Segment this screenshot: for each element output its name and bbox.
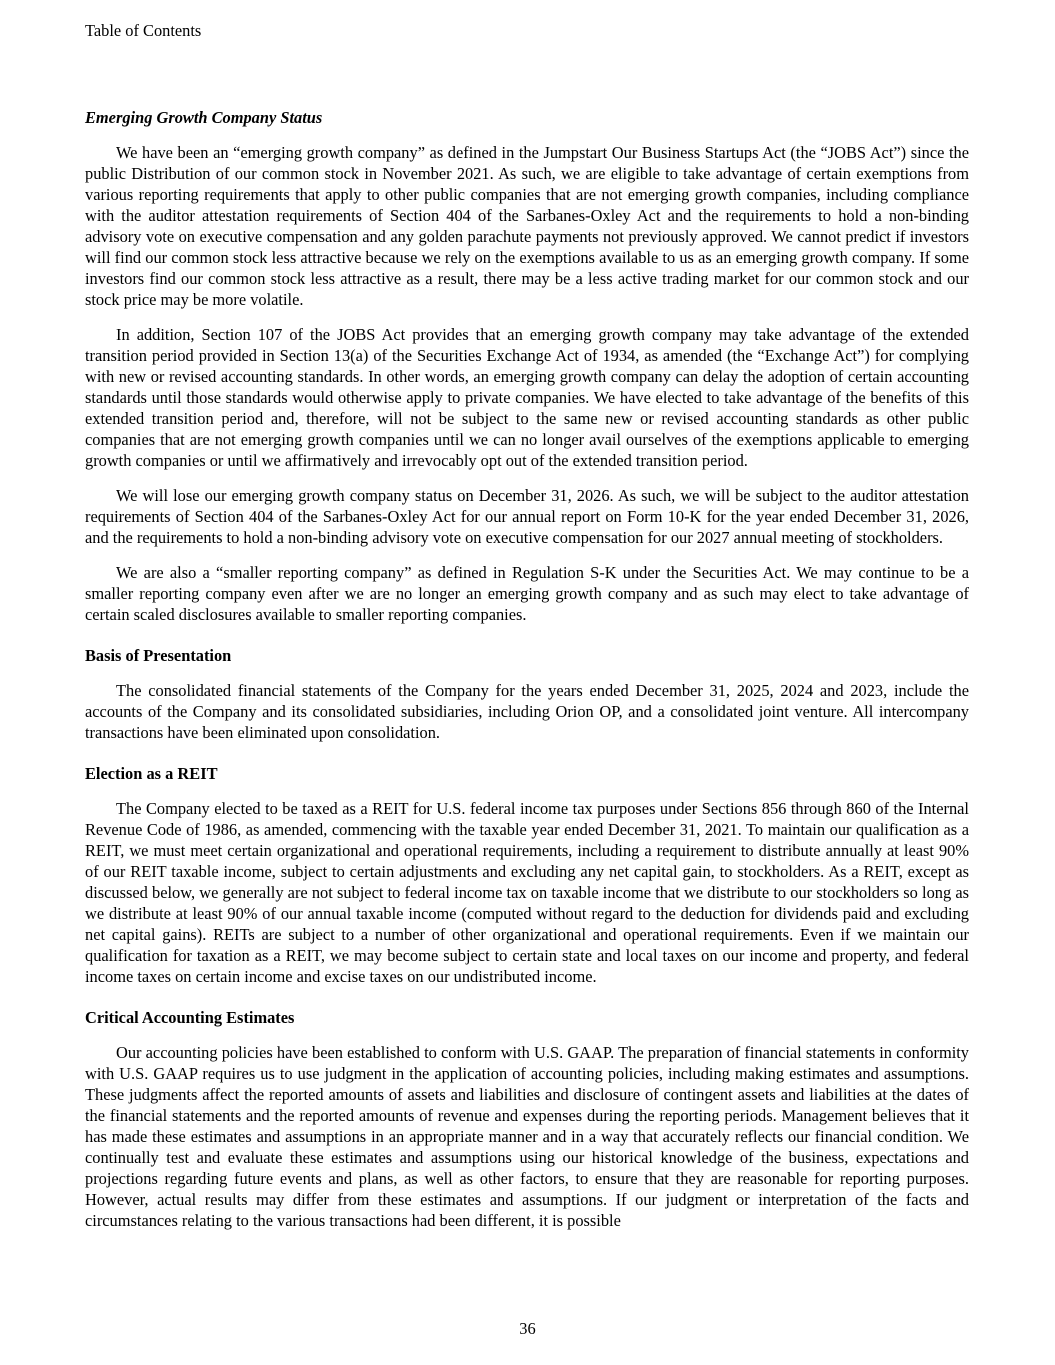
paragraph: The Company elected to be taxed as a REIT for U.S. federal income tax purposes under Sections 856 through 860 of the Internal Revenue Code of 1986, as amended, commencing with the taxable year ended December 31, 2021. To maintain our qualification as a REIT, we must meet certain organizational and operational requirements, including a requirement to distribute annually at least 90% of our REIT taxable income, subject to certain adjustments and excluding any net capital gain, to stockholders. As a REIT, except as discussed below, we generally are not subject to federal income tax on taxable income that we distribute to our stockholders so long as we distribute at least 90% of our annual taxable income (computed without regard to the deduction for dividends paid and excluding net capital gains). REITs are subject to a number of other organizational and operational requirements. Even if we maintain our qualification for taxation as a REIT, we may become subject to certain state and local taxes on our income and property, and federal income taxes on certain income and excise taxes on our undistributed income. — [85, 799, 969, 986]
section-heading: Emerging Growth Company Status — [85, 108, 323, 127]
section-heading: Critical Accounting Estimates — [85, 1008, 295, 1027]
section-heading: Basis of Presentation — [85, 646, 232, 665]
document-content — [85, 20, 969, 1245]
paragraph: We are also a “smaller reporting company” as defined in Regulation S-K under the Securities Act. We may continue to be a smaller reporting company even after we are no longer an emerging growth company and as such may elect to take advantage of certain scaled disclosures available to smaller reporting companies. — [85, 563, 969, 624]
paragraph: In addition, Section 107 of the JOBS Act provides that an emerging growth company may take advantage of the extended transition period provided in Section 13(a) of the Securities Exchange Act of 1934, as amended (the “Exchange Act”) for complying with new or revised accounting standards. In other words, an emerging growth company can delay the adoption of certain accounting standards until those standards would otherwise apply to private companies. We have elected to take advantage of the benefits of this extended transition period and, therefore, will not be subject to the same new or revised accounting standards as other public companies that are not emerging growth companies until we can no longer avail ourselves of the exemptions applicable to emerging growth companies or until we affirmatively and irrevocably opt out of the extended transition period. — [85, 325, 969, 470]
page-number: 36 — [519, 1319, 536, 1338]
paragraph: The consolidated financial statements of the Company for the years ended December 31, 2025, 2024 and 2023, include the accounts of the Company and its consolidated subsidiaries, including Orion OP, and a consolidated joint venture. All intercompany transactions have been eliminated upon consolidation. — [85, 681, 969, 742]
paragraph: We have been an “emerging growth company” as defined in the Jumpstart Our Business Startups Act (the “JOBS Act”) since the public Distribution of our common stock in November 2021. As such, we are eligible to take advantage of certain exemptions from various reporting requirements that apply to other public companies that are not emerging growth companies, including compliance with the auditor attestation requirements of Section 404 of the Sarbanes-Oxley Act and the requirements to hold a non-binding advisory vote on executive compensation and any golden parachute payments not previously approved. We cannot predict if investors will find our common stock less attractive because we rely on the exemptions available to us as an emerging growth company. If some investors find our common stock less attractive as a result, there may be a less active trading market for our common stock and our stock price may be more volatile. — [85, 143, 969, 309]
section-heading: Election as a REIT — [85, 764, 218, 783]
paragraph: Our accounting policies have been established to conform with U.S. GAAP. The preparation of financial statements in conformity with U.S. GAAP requires us to use judgment in the application of accounting policies, including making estimates and assumptions. These judgments affect the reported amounts of assets and liabilities and disclosure of contingent assets and liabilities at the dates of the financial statements and the reported amounts of revenue and expenses during the reporting periods. Management believes that it has made these estimates and assumptions in an appropriate manner and in a way that accurately reflects our financial condition. We continually test and evaluate these estimates and assumptions using our historical knowledge of the business, expectations and projections regarding future events and plans, as well as other factors, to ensure that they are reasonable for reporting purposes. However, actual results may differ from these estimates and assumptions. If our judgment or interpretation of the facts and circumstances relating to the various transactions had been different, it is possible — [85, 1043, 969, 1230]
table-of-contents-link: Table of Contents — [85, 21, 202, 40]
paragraph: We will lose our emerging growth company status on December 31, 2026. As such, we will be subject to the auditor attestation requirements of Section 404 of the Sarbanes-Oxley Act for our annual report on Form 10-K for the year ended December 31, 2026, and the requirements to hold a non-binding advisory vote on executive compensation for our 2027 annual meeting of stockholders. — [85, 486, 969, 547]
document-sections — [85, 107, 969, 1231]
